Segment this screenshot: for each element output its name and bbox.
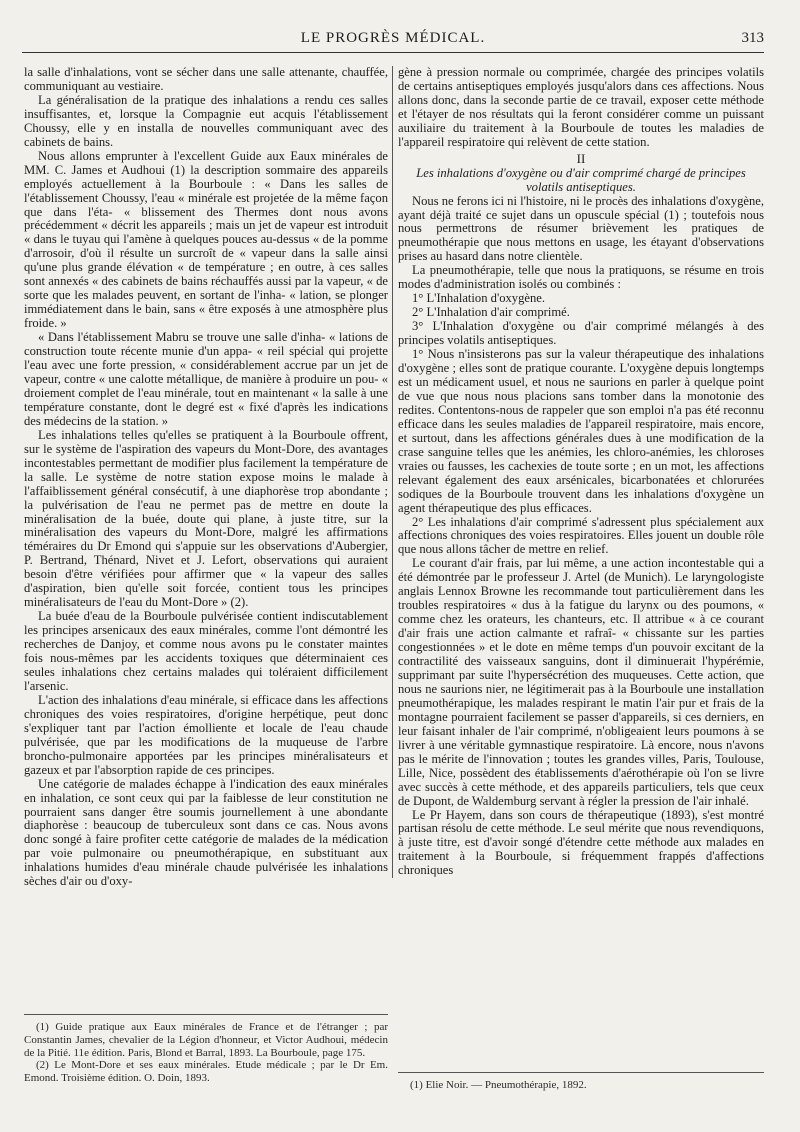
- running-header: [22, 30, 764, 53]
- paragraph: Le Pr Hayem, dans son cours de thérapeutique (1893), s'est montré partisan résolu de cette méthode. Le seul mérite que nous revendiquons, à juste titre, est d'avoir songé d'étendre cette méthode aux malades en traitement à la Bourboule, si fréquemment frappés d'affections chroniques: [398, 807, 764, 878]
- paragraph: La généralisation de la pratique des inhalations a rendu ces salles insuffisantes, et, lorsque la Compagnie eut acquis l'établissement Choussy, elle y en installa de nouvelles communiquant avec des cabinets de bains.: [24, 92, 388, 149]
- left-column: [24, 66, 388, 889]
- section-number: II: [576, 150, 586, 166]
- paragraph: Le courant d'air frais, par lui même, a une action incontestable qui a été démontrée par le professeur J. Artel (de Munich). Le laryngologiste anglais Lennox Browne les recommande tout particulièrement dans les troubles respiratoires « dus à la fatigue du larynx ou des poumons, « comme chez les orateurs, les chanteurs, etc. Il attribue « à ce courant d'air frais une action calmante et rafraî- « chissante sur les parties congestionnées » et le dote en même temps d'un pouvoir excitant de la contractilité des vaisseaux sanguins, dont il diminuerait l'hypérémie, supprimant par suite l'hypersécrétion des muqueuses. Cette action, que nous ne saurions nier, ne légitimerait pas à la Bourboule une installation pneumothérapique, les malades respirant le matin l'air pur et frais de la montagne pourraient facilement se passer d'appareils, si ces derniers, en leur faisant inhaler de l'air comprimé, n'obligeaient leurs poumons à se livrer à une véritable gymnastique respiratoire. Là encore, nous n'avons pas le mérite de l'innovation ; toutes les grandes villes, Paris, Toulouse, Lille, Nice, possèdent des établissements d'aérothérapie où l'on se livre avec succès à cette méthode, et des appareils particuliers, tels que ceux de Dupont, de Waldemburg servant à régler la pression de l'air inhalé.: [398, 556, 764, 808]
- paragraph: La pneumothérapie, telle que nous la pratiquons, se résume en trois modes d'administration isolés ou combinés :: [398, 263, 764, 292]
- paragraph: « Dans l'établissement Mabru se trouve une salle d'inha- « lations de construction toute récente munie d'un appa- « reil spécial qui projette l'eau avec une forte pression, « considérablement accrue par un jet de vapeur, contre « une calotte métallique, de manière à produire un pou- « droiement complet de l'eau minérale, tout en maintenant « la salle à une température constante, dont le degré est « fixé d'après les indications des médecins de la station. »: [24, 330, 388, 428]
- paragraph: L'action des inhalations d'eau minérale, si efficace dans les affections chroniques des voies respiratoires, d'origine herpétique, peut donc s'expliquer tant par l'action émolliente et locale de l'eau chaude pulvérisée, que par les modifications de la muqueuse de l'arbre broncho-pulmonaire apportées par les principes minéralisateurs et gazeux et par l'absorption rapide de ces principes.: [24, 692, 388, 777]
- page-number: 313: [741, 30, 764, 46]
- list-item: 1° L'Inhalation d'oxygène.: [412, 291, 546, 306]
- paragraph: Une catégorie de malades échappe à l'indication des eaux minérales en inhalation, ce sont ceux qui par la faiblesse de leur constitution ne pourraient sans danger être soumis journellement à une abondante diaphorèse : beaucoup de tuberculeux sont dans ce cas. Nous avons donc songé à faire profiter cette catégorie de malades de la médication par voie pulmonaire ou pneumothérapique, en substituant aux inhalations humides d'eau minérale chaude pulvérisée les inhalations sèches d'air ou d'oxy-: [24, 776, 388, 889]
- list-item: 3° L'Inhalation d'oxygène ou d'air comprimé mélangés à des principes volatils antiseptiques.: [398, 319, 764, 348]
- footnote: (1) Guide pratique aux Eaux minérales de France et de l'étranger ; par Constantin James, chevalier de la Légion d'honneur, et Victor Audhoui, médecin de la Pitié. 11e édition. Paris, Blond et Barral, 1893. La Bourboule, page 175.: [24, 1021, 388, 1059]
- paragraph: Nous allons emprunter à l'excellent Guide aux Eaux minérales de MM. C. James et Audhoui (1) la description sommaire des appareils employés actuellement à la Bourboule : « Dans les salles de l'établissement Choussy, l'eau « minérale est projetée de la même façon que dans l'éta- « blissement des Thermes dont nous avons précédemment « décrit les appareils ; mais un jet de vapeur est introduit « dans le tuyau qui l'amène à quelques pouces au-dessus « de la pomme d'arrosoir, d'où il résulte un surcroît de « vapeur dans la salle ainsi qu'une plus grande élévation « de température ; en outre, à ces salles sont annexés « des cabinets de bains réchauffés aussi par la vapeur, « de sorte que les malades peuvent, en sortant de l'inha- « lation, se plonger immédiatement dans le bain, sans « être exposés à une atmosphère plus froide. »: [24, 148, 388, 331]
- paragraph: Nous ne ferons ici ni l'histoire, ni le procès des inhalations d'oxygène, ayant déjà traité ce sujet dans un opuscule spécial (1) ; toutefois nous nous permettrons de résumer brièvement les pratiques de pneumothérapie que nous mettons en usage, les étayant d'observations prises au hasard dans notre clientèle.: [398, 193, 764, 264]
- paragraph: 2° Les inhalations d'air comprimé s'adressent plus spécialement aux affections chroniques des voies respiratoires. Elles jouent un double rôle que nous allons tâcher de mettre en relief.: [398, 514, 764, 557]
- paragraph: Les inhalations telles qu'elles se pratiquent à la Bourboule offrent, sur le système de l'aspiration des vapeurs du Mont-Dore, des avantages incontestables permettant de modifier plus facilement la température de la salle. Le système de notre station expose moins le malade à l'affaiblissement général consécutif, à une diaphorèse trop abondante ; la pulvérisation de l'eau ne permet pas de mettre en doute la minéralisation de la buée, doute qui plane, à juste titre, sur la minéralisation des vapeurs du Mont-Dore, malgré les affirmations téméraires du Dr Emond qui s'appuie sur les observations d'Aubergier, P. Bertrand, Thénard, Nivet et J. Lefort, observations qui auraient besoin d'être vérifiées pour affirmer que « la vapeur des salles d'aspiration, bien qu'elle soit forcée, contient tous les principes minéralisateurs de l'eau du Mont-Dore » (2).: [24, 427, 388, 610]
- list-item: 2° L'Inhalation d'air comprimé.: [412, 305, 570, 320]
- journal-title: LE PROGRÈS MÉDICAL.: [300, 30, 486, 46]
- footnotes-left: [24, 1014, 388, 1085]
- right-column: [398, 66, 764, 878]
- paragraph: la salle d'inhalations, vont se sécher dans une salle attenante, chauffée, communiquant au vestiaire.: [24, 65, 388, 93]
- section-title: Les inhalations d'oxygène ou d'air comprimé chargé de principes volatils antiseptiques.: [416, 165, 746, 194]
- paragraph: 1° Nous n'insisterons pas sur la valeur thérapeutique des inhalations d'oxygène ; elles sont de pratique courante. L'oxygène depuis longtemps est un médicament usuel, et nous ne saurions en parler à quelque point de vue que nous nous placions sans tomber dans la monotonie des redites. Contentons-nous de rappeler que son emploi n'a pas été reconnu efficace dans les seules maladies de l'appareil respiratoire, mais encore, et surtout, dans les affections générales dues à une modification de la crase sanguine telles que les anémies, les chloro-anémies, les chloroses vraies ou fausses, les cachexies de toute sorte ; en un mot, les affections relevant également des eaux arsénicales, bicarbonatées et chlorurées sodiques de la Bourboule trouvent dans les inhalations d'oxygène un agent thérapeutique des plus efficaces.: [398, 347, 764, 515]
- footnote: (1) Elie Noir. — Pneumothérapie, 1892.: [410, 1079, 587, 1091]
- paragraph: gène à pression normale ou comprimée, chargée des principes volatils de certains antiseptiques employés jusqu'alors dans ces affections. Nous allons donc, dans la seconde partie de ce travail, exposer cette méthode et l'étayer de nos résultats qui la feront considérer comme un puissant auxiliaire du traitement à la Bourboule de toutes les maladies de l'appareil respiratoire qui relèvent de cette station.: [398, 65, 764, 149]
- footnotes-right: [398, 1072, 764, 1092]
- paragraph: La buée d'eau de la Bourboule pulvérisée contient indiscutablement les principes arsenicaux des eaux minérales, comme l'ont démontré les recherches de Danjoy, et comme nous avons pu le constater maintes fois nous-mêmes par les accidents toxiques que déterminaient ces seules inhalations chez certains malades qui toléraient difficilement l'arsenic.: [24, 609, 388, 693]
- footnote: (2) Le Mont-Dore et ses eaux minérales. Etude médicale ; par le Dr Em. Emond. Troisième édition. O. Doin, 1893.: [24, 1059, 388, 1085]
